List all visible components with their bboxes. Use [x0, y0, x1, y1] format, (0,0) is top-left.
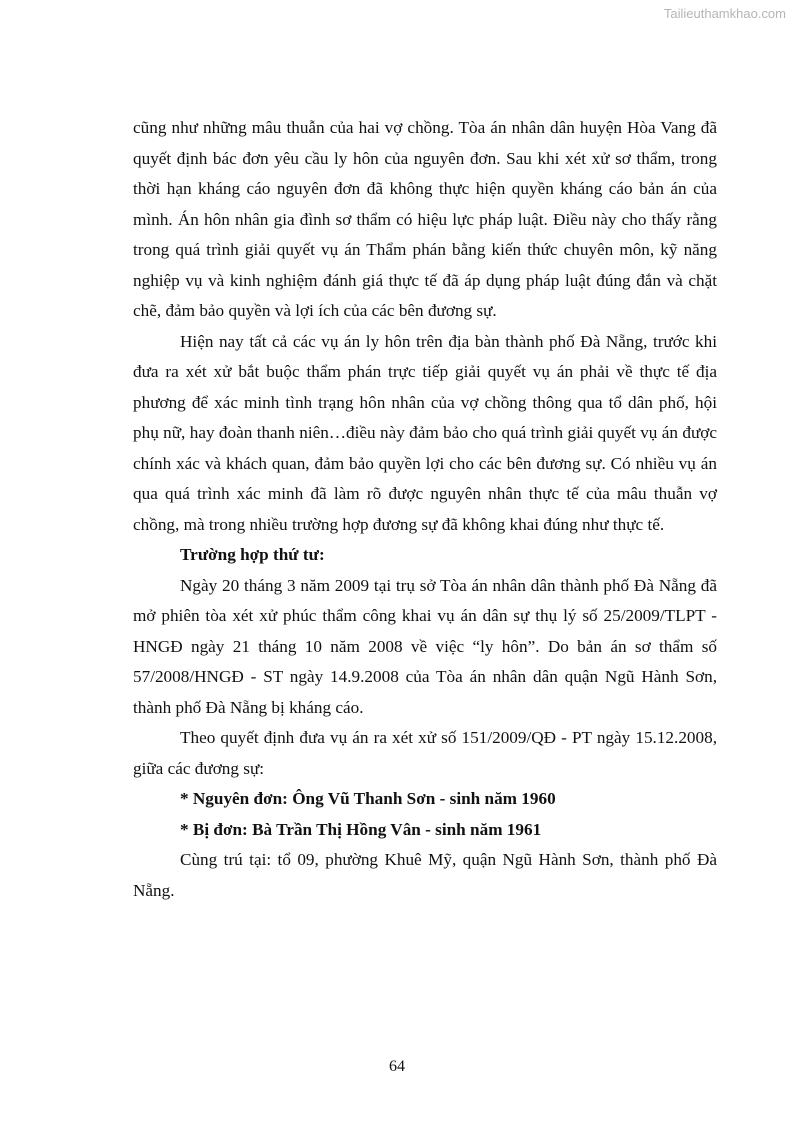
page-number: 64: [389, 1058, 405, 1075]
case-heading: Trường hợp thứ tư:: [180, 545, 325, 564]
paragraph-danang-practice: Hiện nay tất cả các vụ án ly hôn trên địa bàn thành phố Đà Nẵng, trước khi đưa ra xét xử bắt buộc thẩm phán trực tiếp giải quyết vụ án phải về thực tế địa phương để xác minh tình trạng hôn nhân của vợ chồng thông qua tổ dân phố, hội phụ nữ, hay đoàn thanh niên…điều này đảm bảo cho quá trình giải quyết vụ án được chính xác và khách quan, đảm bảo quyền lợi cho các bên đương sự. Có nhiều vụ án qua quá trình xác minh đã làm rõ được nguyên nhân thực tế của mâu thuẫn vợ chồng, mà trong nhiều trường hợp đương sự đã không khai đúng như thực tế.: [133, 331, 717, 534]
paragraph-residence: Cùng trú tại: tổ 09, phường Khuê Mỹ, quận Ngũ Hành Sơn, thành phố Đà Nẵng.: [133, 850, 717, 900]
plaintiff-line: * Nguyên đơn: Ông Vũ Thanh Sơn - sinh năm 1960: [180, 789, 556, 808]
paragraph-trial-decision: Theo quyết định đưa vụ án ra xét xử số 151/2009/QĐ - PT ngày 15.12.2008, giữa các đương sự:: [133, 728, 717, 778]
defendant-line: * Bị đơn: Bà Trần Thị Hồng Vân - sinh năm 1961: [180, 819, 542, 839]
watermark-text: Tailieuthamkhao.com: [663, 6, 786, 21]
paragraph-case-hearing: Ngày 20 tháng 3 năm 2009 tại trụ sở Tòa án nhân dân thành phố Đà Nẵng đã mở phiên tòa xét xử phúc thẩm công khai vụ án dân sự thụ lý số 25/2009/TLPT - HNGĐ ngày 21 tháng 10 năm 2008 về việc “ly hôn”. Do bản án sơ thẩm số 57/2008/HNGĐ - ST ngày 14.9.2008 của Tòa án nhân dân quận Ngũ Hành Sơn, thành phố Đà Nẵng bị kháng cáo.: [133, 575, 717, 717]
paragraph-continuation: cũng như những mâu thuẫn của hai vợ chồng. Tòa án nhân dân huyện Hòa Vang đã quyết định bác đơn yêu cầu ly hôn của nguyên đơn. Sau khi xét xử sơ thẩm, trong thời hạn kháng cáo nguyên đơn đã không thực hiện quyền kháng cáo bản án của mình. Án hôn nhân gia đình sơ thẩm có hiệu lực pháp luật. Điều này cho thấy rằng trong quá trình giải quyết vụ án Thẩm phán bằng kiến thức chuyên môn, kỹ năng nghiệp vụ và kinh nghiệm đánh giá thực tế đã áp dụng pháp luật đúng đắn và chặt chẽ, đảm bảo quyền và lợi ích của các bên đương sự.: [133, 118, 717, 320]
document-body: [133, 113, 717, 906]
